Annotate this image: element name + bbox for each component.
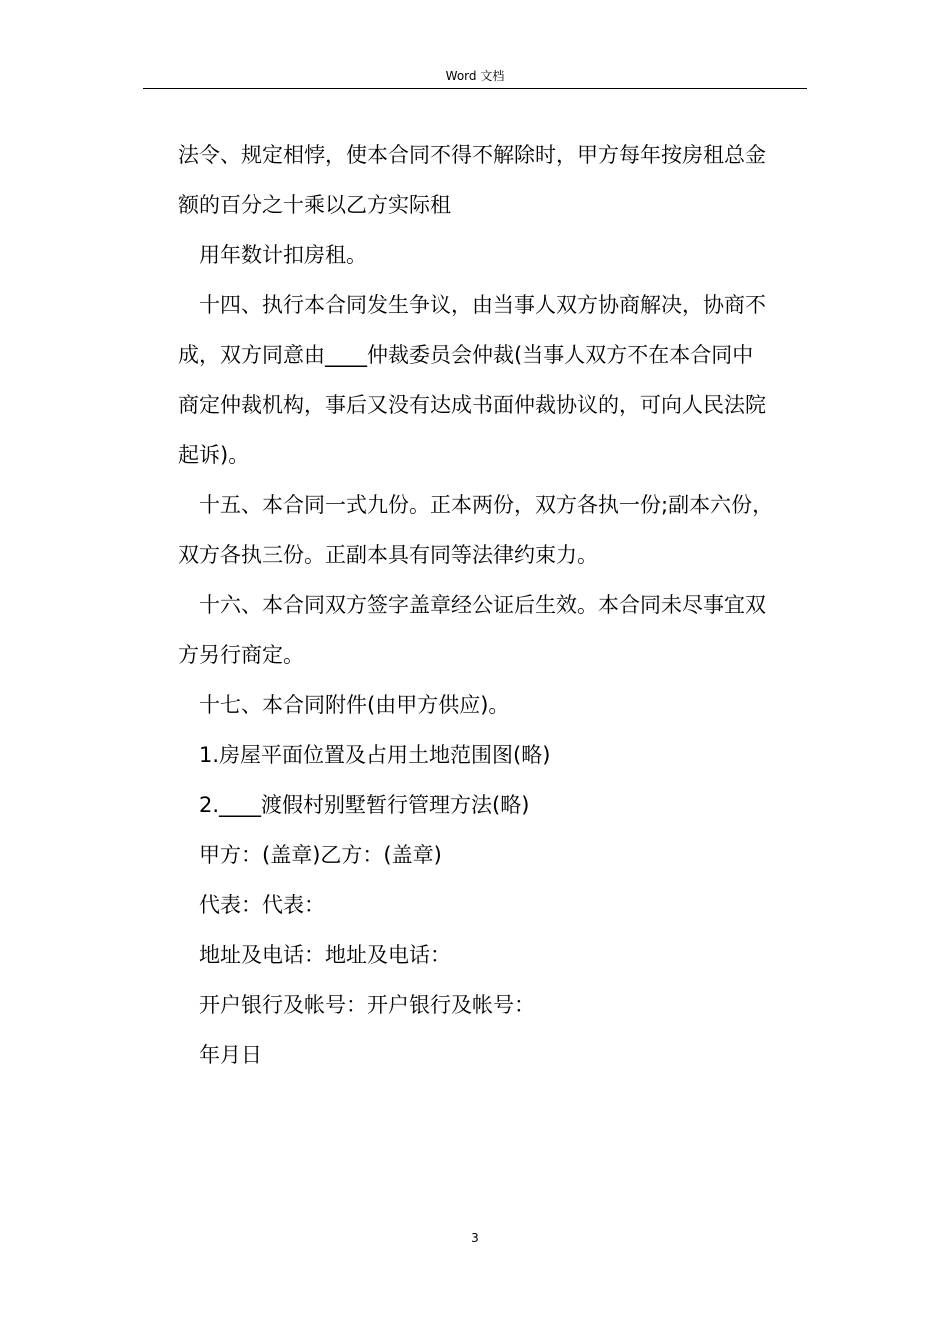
clause-15-line: 十五、本合同一式九份。正本两份，双方各执一份;副本六份，: [199, 493, 774, 517]
attachment-2-line: 2.____渡假村别墅暂行管理方法(略): [199, 793, 530, 817]
body-line: 成，双方同意由____仲裁委员会仲裁(当事人双方不在本合同中: [178, 343, 754, 367]
body-line: 方另行商定。: [178, 643, 304, 667]
signature-address-line: 地址及电话：地址及电话：: [199, 943, 451, 967]
body-line: 商定仲裁机构，事后又没有达成书面仲裁协议的，可向人民法院: [178, 393, 766, 417]
clause-16-line: 十六、本合同双方签字盖章经公证后生效。本合同未尽事宜双: [199, 593, 766, 617]
signature-date-line: 年月日: [199, 1043, 262, 1067]
document-body: [178, 130, 808, 1080]
body-line: 法令、规定相悖，使本合同不得不解除时，甲方每年按房租总金: [178, 143, 766, 167]
header-title: Word 文档: [445, 69, 505, 83]
body-line: 额的百分之十乘以乙方实际租: [178, 193, 451, 217]
signature-representative-line: 代表：代表：: [199, 893, 325, 917]
body-line: 用年数计扣房租。: [199, 243, 367, 267]
body-line: 双方各执三份。正副本具有同等法律约束力。: [178, 543, 598, 567]
page-header: [143, 66, 807, 89]
signature-bank-line: 开户银行及帐号：开户银行及帐号：: [199, 993, 535, 1017]
clause-17-line: 十七、本合同附件(由甲方供应)。: [199, 693, 510, 717]
page-number: 3: [471, 1231, 479, 1245]
attachment-1-line: 1.房屋平面位置及占用土地范围图(略): [199, 743, 551, 767]
clause-14-line: 十四、执行本合同发生争议，由当事人双方协商解决，协商不: [199, 293, 766, 317]
signature-party-line: 甲方：(盖章)乙方：(盖章): [199, 843, 442, 867]
body-line: 起诉)。: [178, 443, 250, 467]
